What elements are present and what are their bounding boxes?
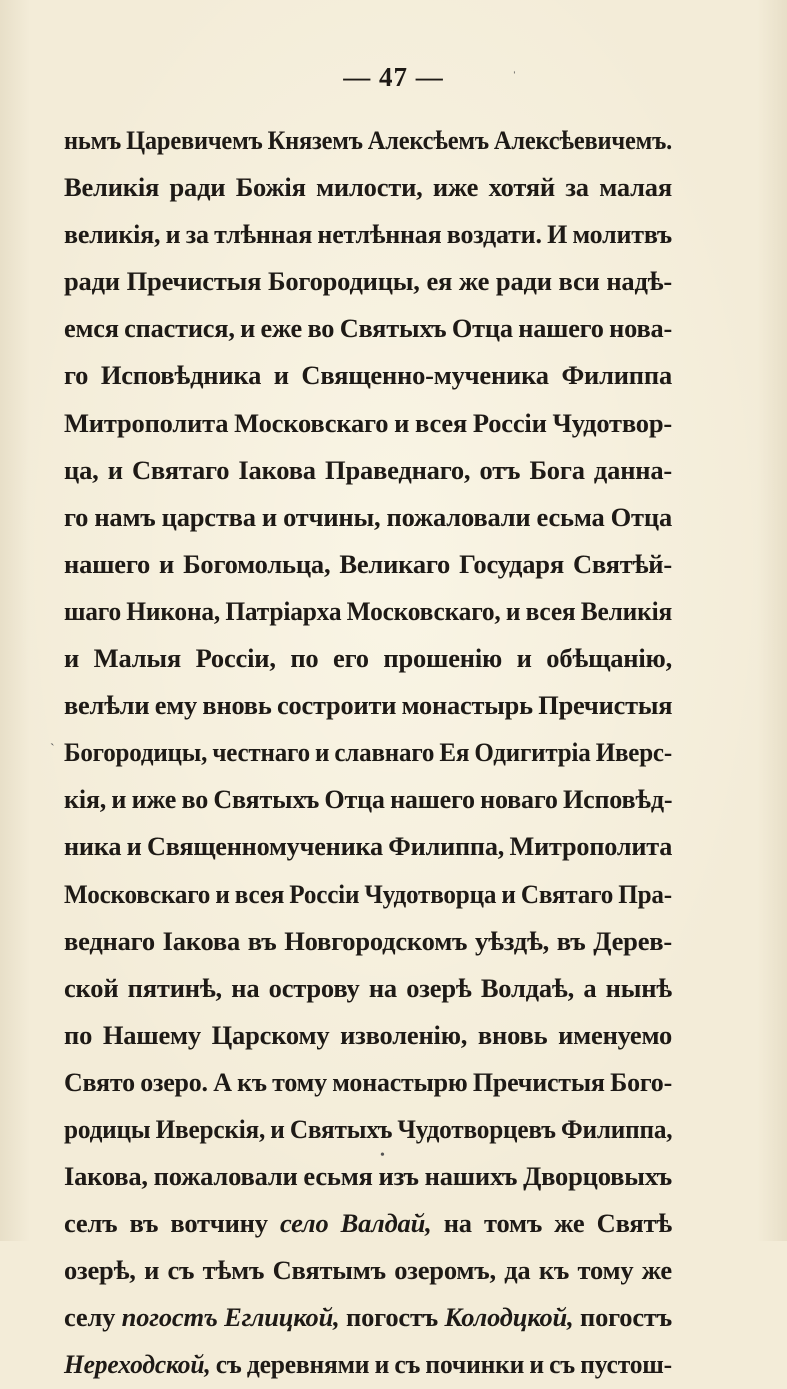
- text-run: съ деревнями и съ починки и съ пустош-: [210, 1349, 672, 1380]
- text-line: [64, 918, 672, 965]
- text-run: Свято озеро. А къ тому монастырю Пречистыя Бого-: [64, 1066, 673, 1097]
- speck-mark: ˈ: [512, 70, 517, 85]
- text-run: ца, и Святаго Іакова Праведнаго, отъ Бога данна-: [64, 454, 672, 485]
- text-line: [64, 1200, 672, 1247]
- text-line: [64, 776, 672, 823]
- text-line: [64, 494, 672, 541]
- text-run: селъ въ вотчину: [64, 1208, 280, 1239]
- text-line: [64, 1012, 672, 1059]
- text-run: Богородицы, честнаго и славнаго Ея Одигитріа Иверс-: [64, 737, 673, 768]
- body-text: [64, 117, 672, 1389]
- text-line: [64, 352, 672, 399]
- text-run: го намъ царства и отчины, пожаловали есьма Отца: [64, 501, 672, 532]
- text-line: [64, 635, 672, 682]
- text-line: [64, 871, 672, 918]
- text-run: погостъ: [339, 1302, 445, 1333]
- text-run: кія, и иже во Святыхъ Отца нашего новаго Исповѣд-: [64, 784, 673, 815]
- text-line: [64, 164, 672, 211]
- text-run: погостъ: [573, 1302, 672, 1333]
- italic-text: Нереходской,: [64, 1349, 211, 1380]
- text-run: Московскаго и всея Россіи Чудотворца и Святаго Пра-: [64, 878, 672, 909]
- text-line: [64, 258, 672, 305]
- text-run: великія, и за тлѣнная нетлѣнная воздати. И молитвъ: [64, 219, 672, 250]
- text-line: [64, 1106, 672, 1153]
- text-line: [64, 729, 672, 776]
- italic-text: погостъ Еглицкой,: [121, 1302, 340, 1333]
- text-run: родицы Иверскія, и Святыхъ Чудотворцевъ Филиппа,: [64, 1113, 673, 1144]
- text-line: [64, 211, 672, 258]
- text-line: [64, 1059, 672, 1106]
- text-line: [64, 682, 672, 729]
- text-line: [64, 447, 672, 494]
- text-run: и Малыя Россіи, по его прошенію и обѣщанію,: [64, 643, 672, 674]
- text-run: на томъ же Святѣ: [431, 1208, 672, 1239]
- text-run: Митрополита Московскаго и всея Россіи Чудотвор-: [64, 407, 672, 438]
- text-run: нашего и Богомольца, Великаго Государя Святѣй-: [64, 548, 672, 579]
- text-line: [64, 400, 672, 447]
- text-line: [64, 117, 672, 164]
- page-number: — 47 —: [343, 62, 444, 92]
- text-run: ради Пречистыя Богородицы, ея же ради вси надѣ-: [64, 266, 672, 297]
- text-line: [64, 1294, 672, 1341]
- text-run: емся спастися, и еже во Святыхъ Отца нашего нова-: [64, 313, 673, 344]
- text-run: озерѣ, и съ тѣмъ Святымъ озеромъ, да къ тому же: [64, 1255, 672, 1286]
- text-run: ской пятинѣ, на острову на озерѣ Волдаѣ, а нынѣ: [64, 972, 672, 1003]
- text-run: по Нашему Царскому изволенію, вновь именуемо: [64, 1019, 672, 1050]
- text-line: [64, 305, 672, 352]
- text-run: ника и Священномученика Филиппа, Митрополита: [64, 831, 673, 862]
- text-run: велѣли ему вновь состроити монастырь Пречистыя: [64, 690, 673, 721]
- italic-text: село Валдай,: [279, 1208, 432, 1239]
- text-run: Іакова, пожаловали есьмя изъ нашихъ Дворцовыхъ: [64, 1161, 672, 1192]
- text-line: [64, 1247, 672, 1294]
- text-line: [64, 541, 672, 588]
- text-run: шаго Никона, Патріарха Московскаго, и всея Великія: [64, 595, 673, 626]
- text-line: [64, 1153, 672, 1200]
- text-line: [64, 588, 672, 635]
- text-run: ньмъ Царевичемъ Княземъ Алексѣемъ Алексѣевичемъ.: [64, 125, 673, 155]
- text-run: Великія ради Божія милости, иже хотяй за малая: [64, 172, 672, 203]
- text-run: веднаго Іакова въ Новгородскомъ уѣздѣ, въ Дерев-: [64, 925, 672, 956]
- speck-mark: ˋ: [50, 742, 55, 757]
- text-run: го Исповѣдника и Священно-мученика Филиппа: [64, 360, 672, 391]
- text-line: [64, 1341, 672, 1388]
- speck-mark: •: [380, 1148, 385, 1163]
- text-line: [64, 965, 672, 1012]
- text-line: [64, 823, 672, 870]
- italic-text: Колодцкой,: [444, 1302, 574, 1333]
- text-run: селу: [64, 1302, 122, 1333]
